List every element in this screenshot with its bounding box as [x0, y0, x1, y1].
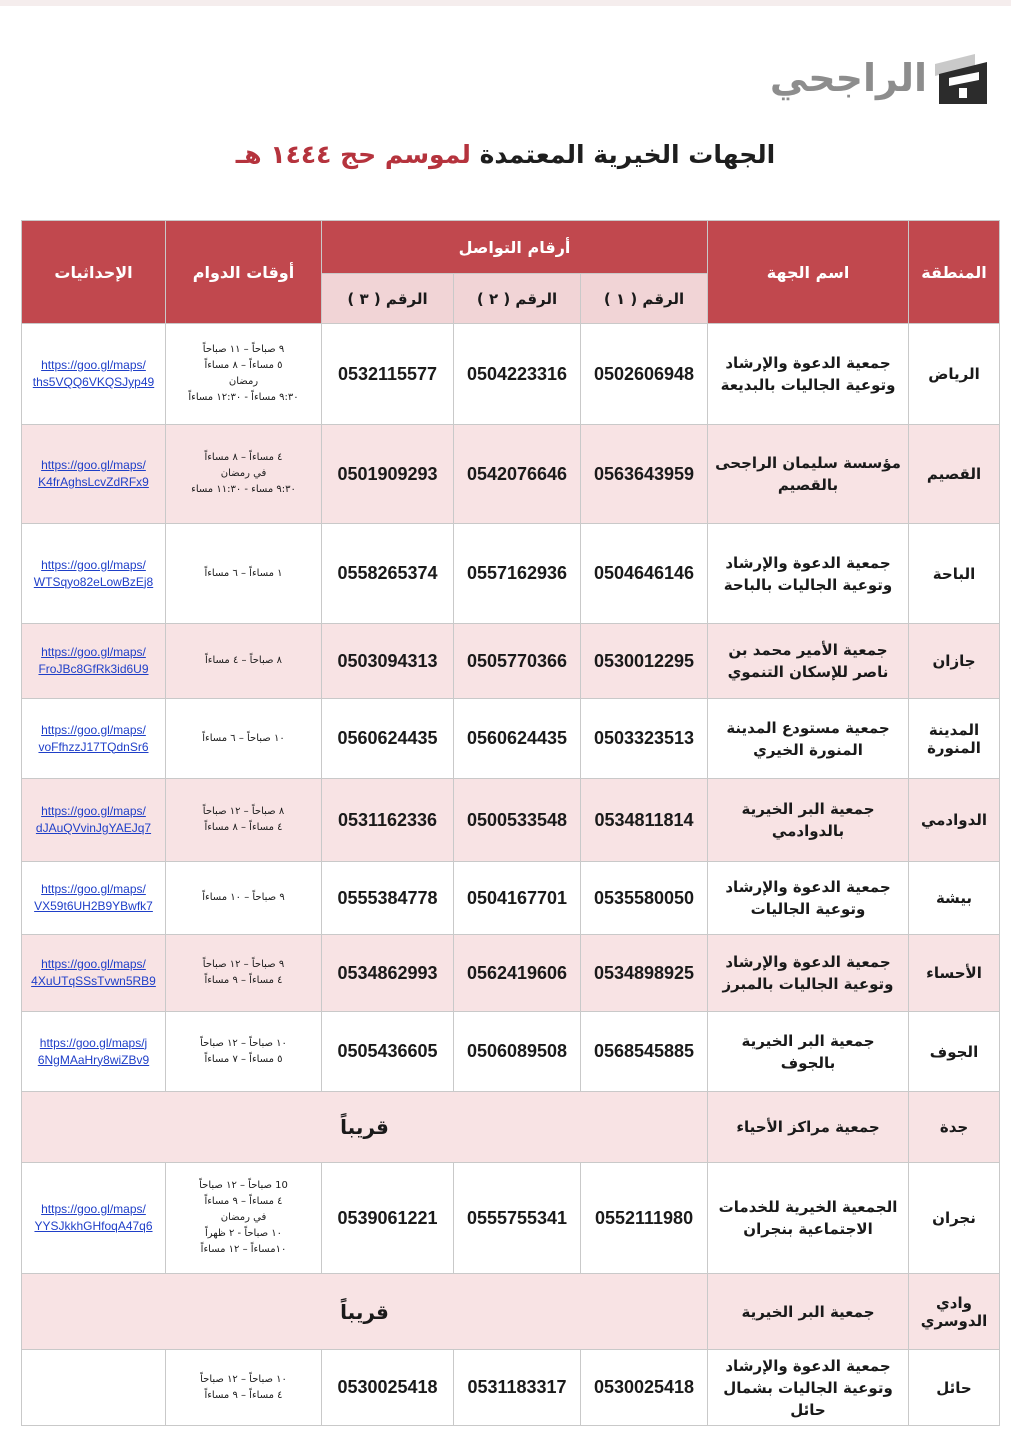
- map-link-line: https://goo.gl/maps/: [41, 722, 146, 737]
- working-hours-cell: [166, 324, 322, 425]
- phone-number-3: 0539061221: [322, 1163, 454, 1274]
- entity-name-cell: [708, 324, 909, 425]
- top-strip: [0, 0, 1011, 6]
- entity-name-cell: [708, 935, 909, 1012]
- phone-number-3: 0505436605: [322, 1012, 454, 1092]
- entity-name-cell: [708, 1350, 909, 1426]
- region-cell-line: الرياض: [928, 365, 980, 383]
- entity-name-cell-line: ناصر للإسكان التنموي: [727, 663, 889, 681]
- header-number-3: الرقم ( ٣ ): [322, 274, 454, 324]
- phone-number-3: 0503094313: [322, 624, 454, 699]
- working-hours-cell-line: ١٠ صباحاً – ٦ مساءاً: [202, 732, 285, 744]
- working-hours-cell-line: ٨ صباحاً – ١٢ صباحاً: [202, 806, 285, 817]
- entity-name-cell: [708, 1274, 909, 1350]
- region-cell: [909, 524, 1000, 624]
- entity-name-cell: [708, 425, 909, 524]
- map-link[interactable]: [38, 644, 148, 678]
- working-hours-cell: [166, 1012, 322, 1092]
- working-hours-cell-line: ١٠ صباحاً – ١٢ صباحاً: [200, 1037, 287, 1049]
- region-cell: [909, 1274, 1000, 1350]
- phone-number-2: 0506089508: [454, 1012, 581, 1092]
- entity-name-cell-line: جمعية الأمير محمد بن: [728, 641, 888, 659]
- working-hours-cell-line: في رمضان: [220, 468, 267, 479]
- working-hours-cell: [166, 862, 322, 935]
- map-link-line: WTSqyo82eLowBzEj8: [33, 574, 154, 589]
- region-cell-line: الأحساء: [926, 964, 982, 982]
- phone-number-1: 0534898925: [581, 935, 708, 1012]
- phone-number-2: 0542076646: [454, 425, 581, 524]
- entity-name-cell: [708, 624, 909, 699]
- working-hours-cell: [166, 779, 322, 862]
- working-hours-cell: [166, 524, 322, 624]
- coordinates-cell: [22, 624, 166, 699]
- region-cell: [909, 624, 1000, 699]
- region-cell: [909, 779, 1000, 862]
- phone-number-1: 0534811814: [581, 779, 708, 862]
- page-title: [0, 140, 1011, 169]
- map-link[interactable]: [38, 457, 149, 491]
- entity-name-cell-line: وتوعية الجاليات بشمال: [723, 1378, 893, 1397]
- coordinates-cell: [22, 324, 166, 425]
- map-link-line: 6NgMAaHry8wiZBv9: [37, 1052, 150, 1067]
- entity-name-cell-line: وتوعية الجاليات بالباحة: [723, 575, 893, 594]
- working-hours-cell-line: ٩ صباحاً – ١٢ صباحاً: [202, 959, 285, 970]
- map-link[interactable]: [38, 722, 148, 756]
- phone-number-3: 0555384778: [322, 862, 454, 935]
- entity-name-cell-line: الاجتماعية بنجران: [743, 1220, 873, 1238]
- phone-number-3: 0560624435: [322, 699, 454, 779]
- region-cell-line: حائل: [936, 1378, 972, 1397]
- region-cell-line: جدة: [939, 1118, 969, 1136]
- coordinates-cell: [22, 524, 166, 624]
- map-link-line: FroJBc8GfRk3id6U9: [38, 662, 149, 676]
- region-cell-line: وادي: [936, 1293, 972, 1312]
- entity-name-cell-line: بالقصيم: [777, 476, 839, 494]
- region-cell: [909, 862, 1000, 935]
- phone-number-3: 0534862993: [322, 935, 454, 1012]
- entity-name-cell-line: جمعية البر الخيرية: [741, 800, 875, 818]
- map-link-line: https://goo.gl/maps/: [41, 458, 146, 472]
- table-row: [22, 324, 1000, 425]
- working-hours-cell: [166, 699, 322, 779]
- map-link[interactable]: [34, 557, 153, 591]
- phone-number-3: 0531162336: [322, 779, 454, 862]
- working-hours-cell-line: ١٠ صباحاً - ٢ ظهراً: [204, 1228, 283, 1239]
- region-cell: [909, 1092, 1000, 1163]
- working-hours-cell-line: ٩:٣٠ مساءاً - ١٢:٣٠ مساءاً: [188, 392, 299, 403]
- working-hours-cell-line: ٤ مساءاً – ٨ مساءاً: [204, 452, 283, 463]
- working-hours-cell-line: رمضان: [228, 376, 259, 387]
- phone-number-1: 0530025418: [581, 1350, 708, 1426]
- map-link-line: 4XuUTqSSsTvwn5RB9: [31, 974, 156, 988]
- coordinates-cell: [22, 425, 166, 524]
- phone-number-3: 0558265374: [322, 524, 454, 624]
- table-row: [22, 425, 1000, 524]
- entity-name-cell-line: جمعية مراكز الأحياء: [736, 1118, 880, 1136]
- region-cell: [909, 425, 1000, 524]
- table-row: [22, 1012, 1000, 1092]
- entity-name-cell-line: المنورة الخيري: [753, 740, 863, 759]
- region-cell-line: الجوف: [929, 1042, 979, 1061]
- phone-number-1: 0504646146: [581, 524, 708, 624]
- coordinates-cell: [22, 699, 166, 779]
- table-row: [22, 779, 1000, 862]
- working-hours-cell-line: ٥ مساءاً – ٨ مساءاً: [204, 360, 283, 371]
- working-hours-cell-line: ٤ مساءاً – ٩ مساءاً: [204, 1196, 283, 1207]
- region-cell-line: القصيم: [926, 465, 982, 483]
- map-link-line: https://goo.gl/maps/: [41, 1202, 146, 1216]
- map-link-line: https://goo.gl/maps/: [41, 557, 146, 572]
- entity-name-cell-line: جمعية الدعوة والإرشاد: [725, 1356, 891, 1375]
- working-hours-cell-line: ٥ مساءاً – ٧ مساءاً: [204, 1053, 283, 1065]
- working-hours-cell-line: ٨ صباحاً – ٤ مساءاً: [204, 655, 283, 666]
- region-cell: [909, 935, 1000, 1012]
- map-link-line: https://goo.gl/maps/: [41, 645, 146, 659]
- entity-name-cell: [708, 699, 909, 779]
- entity-name-cell-line: وتوعية الجاليات: [750, 900, 866, 918]
- phone-number-2: 0500533548: [454, 779, 581, 862]
- region-cell: [909, 1163, 1000, 1274]
- region-cell: [909, 1350, 1000, 1426]
- phone-number-1: 0568545885: [581, 1012, 708, 1092]
- phone-number-1: 0563643959: [581, 425, 708, 524]
- working-hours-cell: [166, 425, 322, 524]
- phone-number-1: 0503323513: [581, 699, 708, 779]
- working-hours-cell-line: ٤ مساءاً – ٩ مساءاً: [204, 1389, 283, 1401]
- map-link-line: voFfhzzJ17TQdnSr6: [38, 739, 149, 754]
- entity-name-cell: [708, 1163, 909, 1274]
- map-link-line: VX59t6UH2B9YBwfk7: [34, 899, 153, 913]
- table-row: [22, 524, 1000, 624]
- region-cell-line: المدينة: [928, 720, 980, 739]
- phone-number-1: 0552111980: [581, 1163, 708, 1274]
- map-link[interactable]: [33, 357, 154, 391]
- entity-name-cell-line: جمعية الدعوة والإرشاد: [725, 354, 891, 372]
- phone-number-1: 0502606948: [581, 324, 708, 425]
- map-link[interactable]: [36, 803, 151, 837]
- entity-name-cell: [708, 862, 909, 935]
- working-hours-cell: [166, 624, 322, 699]
- map-link-line: https://goo.gl/maps/j: [39, 1035, 148, 1050]
- region-cell-line: نجران: [932, 1209, 976, 1227]
- region-cell-line: بيشة: [935, 889, 973, 907]
- map-link[interactable]: [31, 956, 156, 990]
- region-cell: [909, 699, 1000, 779]
- header-entity: اسم الجهة: [708, 221, 909, 324]
- entity-name-cell-line: مؤسسة سليمان الراجحى: [715, 454, 901, 472]
- entity-name-cell-line: الجمعية الخيرية للخدمات: [718, 1198, 898, 1216]
- entity-name-cell-line: حائل: [790, 1400, 826, 1419]
- region-cell: [909, 1012, 1000, 1092]
- working-hours-cell: [166, 1163, 322, 1274]
- entity-name-cell-line: جمعية البر الخيرية بالجوف: [741, 1031, 875, 1072]
- phone-number-3: 0530025418: [322, 1350, 454, 1426]
- working-hours-cell-line: ١٠مساءاً – ١٢ مساءاً: [200, 1244, 287, 1255]
- phone-number-1: 0535580050: [581, 862, 708, 935]
- working-hours-cell-line: ٤ مساءاً – ٩ مساءاً: [204, 975, 283, 986]
- table-row: [22, 624, 1000, 699]
- entity-name-cell-line: بالدوادمي: [771, 822, 845, 840]
- phone-number-2: 0531183317: [454, 1350, 581, 1426]
- map-link-line: dJAuQVvinJgYAEJq7: [35, 821, 152, 835]
- map-link-line: ths5VQQ6VKQSJyp49: [32, 375, 155, 389]
- map-link-line: https://goo.gl/maps/: [41, 804, 146, 818]
- map-link-line: K4frAghsLcvZdRFx9: [38, 475, 149, 489]
- entity-name-cell-line: جمعية الدعوة والإرشاد: [725, 953, 891, 971]
- header-coordinates: الإحداثيات: [22, 221, 166, 324]
- entity-name-cell-line: جمعية البر الخيرية: [741, 1302, 875, 1321]
- working-hours-cell: [166, 1350, 322, 1426]
- working-hours-cell-line: في رمضان: [220, 1212, 267, 1223]
- alrajhi-logo: [769, 44, 991, 120]
- header-region: المنطقة: [909, 221, 1000, 324]
- header-number-1: الرقم ( ١ ): [581, 274, 708, 324]
- coordinates-cell: [22, 1163, 166, 1274]
- title-main: الجهات الخيرية المعتمدة: [470, 140, 776, 169]
- phone-number-2: 0557162936: [454, 524, 581, 624]
- table-row: [22, 1163, 1000, 1274]
- working-hours-cell-line: 10 صباحاً – ١٢ صباحاً: [199, 1180, 288, 1191]
- header-number-2: الرقم ( ٢ ): [454, 274, 581, 324]
- title-highlight: لموسم حج ١٤٤٤ هـ: [235, 140, 471, 169]
- coordinates-cell: [22, 1350, 166, 1426]
- working-hours-cell: [166, 935, 322, 1012]
- working-hours-cell-line: ١ مساءاً – ٦ مساءاً: [204, 567, 283, 579]
- entity-name-cell-line: وتوعية الجاليات بالبديعة: [720, 376, 896, 394]
- region-cell: [909, 324, 1000, 425]
- map-link[interactable]: [38, 1035, 149, 1069]
- entity-name-cell: [708, 779, 909, 862]
- phone-number-3: 0501909293: [322, 425, 454, 524]
- map-link-line: YYSJkkhGHfoqA47q6: [34, 1219, 153, 1233]
- entity-name-cell-line: وتوعية الجاليات بالمبرز: [722, 975, 894, 993]
- table-row: [22, 1092, 1000, 1163]
- table-row: [22, 1350, 1000, 1426]
- phone-number-2: 0562419606: [454, 935, 581, 1012]
- working-hours-cell-line: ٩ صباحاً – ١٠ مساءاً: [202, 892, 285, 903]
- entity-name-cell: [708, 524, 909, 624]
- working-hours-cell-line: ٤ مساءاً – ٨ مساءاً: [204, 822, 283, 833]
- entity-name-cell: [708, 1092, 909, 1163]
- working-hours-cell-line: ٩:٣٠ مساء - ١١:٣٠ مساء: [191, 484, 296, 495]
- coordinates-cell: [22, 779, 166, 862]
- phone-number-2: 0504167701: [454, 862, 581, 935]
- working-hours-cell-line: ٩ صباحاً – ١١ صباحاً: [202, 344, 285, 355]
- map-link-line: https://goo.gl/maps/: [41, 957, 146, 971]
- region-cell-line: الباحة: [932, 564, 976, 583]
- table-row: [22, 935, 1000, 1012]
- entity-name-cell: [708, 1012, 909, 1092]
- coordinates-cell: [22, 1012, 166, 1092]
- phone-number-2: 0505770366: [454, 624, 581, 699]
- map-link[interactable]: [34, 881, 153, 915]
- coming-soon-cell: قريباً: [22, 1274, 708, 1350]
- region-cell-line: جازان: [932, 652, 976, 670]
- header-working-hours: أوقات الدوام: [166, 221, 322, 324]
- logo-mark-icon: [929, 48, 991, 108]
- phone-number-2: 0504223316: [454, 324, 581, 425]
- region-cell-line: المنورة: [927, 738, 981, 757]
- entity-name-cell-line: جمعية مستودع المدينة: [726, 718, 890, 737]
- map-link[interactable]: [34, 1201, 152, 1235]
- map-link-line: https://goo.gl/maps/: [41, 882, 146, 896]
- charities-table: [21, 220, 1000, 1426]
- coming-soon-cell: قريباً: [22, 1092, 708, 1163]
- phone-number-1: 0530012295: [581, 624, 708, 699]
- phone-number-3: 0532115577: [322, 324, 454, 425]
- table-row: [22, 862, 1000, 935]
- phone-number-2: 0560624435: [454, 699, 581, 779]
- region-cell-line: الدوسري: [920, 1311, 988, 1330]
- map-link-line: https://goo.gl/maps/: [41, 358, 146, 372]
- coordinates-cell: [22, 862, 166, 935]
- working-hours-cell-line: ١٠ صباحاً – ١٢ صباحاً: [200, 1373, 287, 1385]
- entity-name-cell-line: جمعية الدعوة والإرشاد: [725, 878, 891, 896]
- table-row: [22, 1274, 1000, 1350]
- phone-number-2: 0555755341: [454, 1163, 581, 1274]
- logo-text: الراجحي: [769, 56, 927, 100]
- region-cell-line: الدوادمي: [920, 811, 988, 829]
- coordinates-cell: [22, 935, 166, 1012]
- entity-name-cell-line: جمعية الدعوة والإرشاد: [725, 553, 891, 572]
- table-row: [22, 699, 1000, 779]
- header-contact-numbers: أرقام التواصل: [322, 221, 708, 274]
